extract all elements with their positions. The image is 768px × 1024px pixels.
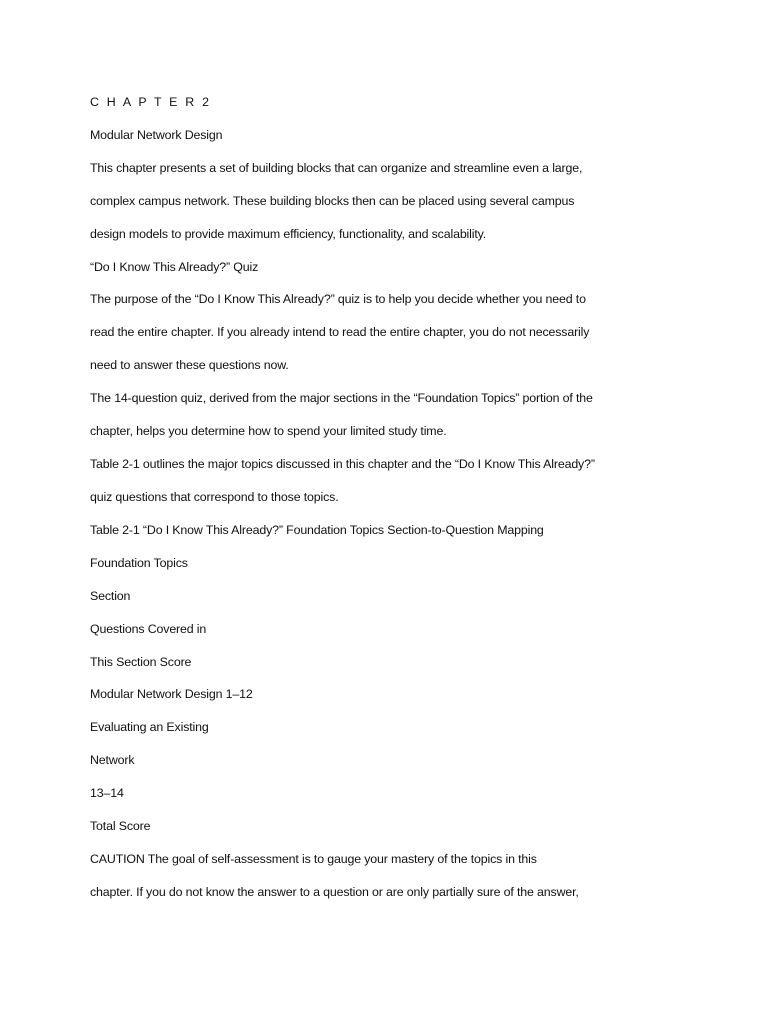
quiz-description-line: The 14-question quiz, derived from the major sections in the “Foundation Topics” portion of the [90,391,593,405]
intro-line: design models to provide maximum efficiency, functionality, and scalability. [90,227,487,241]
table-line: Evaluating an Existing [90,720,209,734]
intro-line: This chapter presents a set of building blocks that can organize and streamline even a large, [90,161,583,175]
purpose-line: read the entire chapter. If you already intend to read the entire chapter, you do not necessarily [90,325,590,339]
table-line: Questions Covered in [90,622,207,636]
table-line: 13–14 [90,786,124,800]
table-intro-line: quiz questions that correspond to those topics. [90,490,339,504]
purpose-line: need to answer these questions now. [90,358,289,372]
chapter-label: C H A P T E R 2 [90,95,212,109]
quiz-heading: “Do I Know This Already?” Quiz [90,260,259,274]
table-line: This Section Score [90,655,192,669]
caution-line: CAUTION The goal of self-assessment is to gauge your mastery of the topics in this [90,852,537,866]
table-line: Section [90,589,131,603]
table-line: Network [90,753,135,767]
caution-line: chapter. If you do not know the answer to a question or are only partially sure of the answer, [90,885,579,899]
purpose-line: The purpose of the “Do I Know This Already?” quiz is to help you decide whether you need to [90,292,586,306]
table-line: Total Score [90,819,151,833]
table-caption: Table 2-1 “Do I Know This Already?” Foundation Topics Section-to-Question Mapping [90,523,544,537]
quiz-description-line: chapter, helps you determine how to spend your limited study time. [90,424,447,438]
table-line: Foundation Topics [90,556,188,570]
intro-line: complex campus network. These building blocks then can be placed using several campus [90,194,575,208]
table-intro-line: Table 2-1 outlines the major topics discussed in this chapter and the “Do I Know This Already?” [90,457,595,471]
table-line: Modular Network Design 1–12 [90,687,253,701]
chapter-title: Modular Network Design [90,128,223,142]
